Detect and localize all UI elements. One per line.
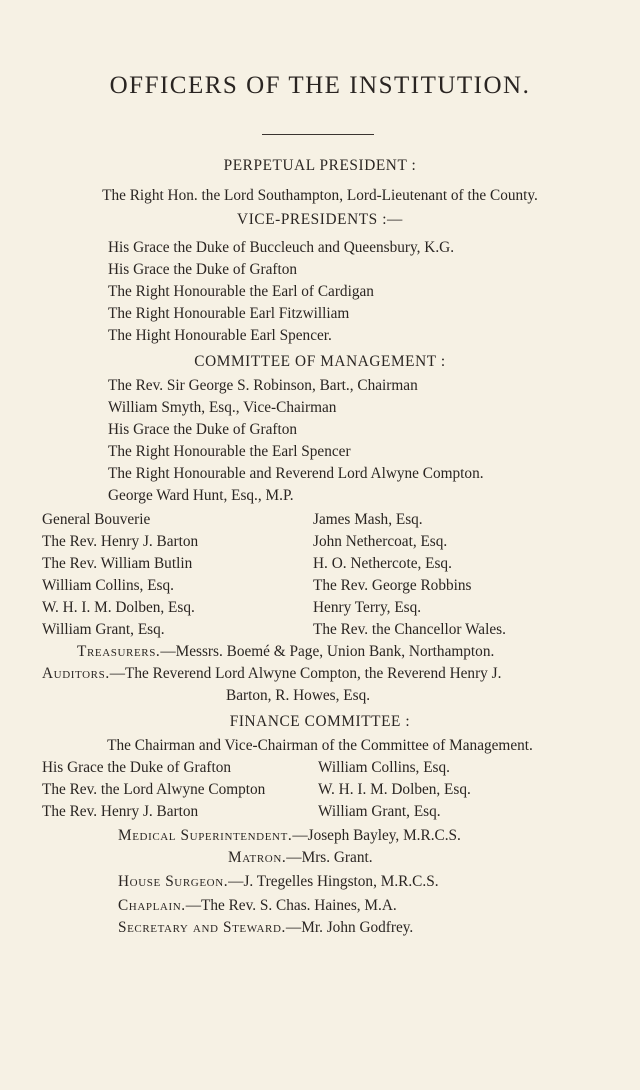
committee-member: His Grace the Duke of Grafton (108, 421, 298, 438)
medical-superintendent-text: —Joseph Bayley, M.R.C.S. (292, 827, 461, 844)
house-surgeon-label: House Surgeon. (118, 873, 229, 890)
vice-presidents-heading: VICE-PRESIDENTS :— (237, 211, 403, 228)
committee-member: The Rev. Sir George S. Robinson, Bart., Chairman (108, 377, 418, 394)
committee-member: William Smyth, Esq., Vice-Chairman (108, 399, 337, 416)
committee-member: The Right Honourable and Reverend Lord Alwyne Compton. (108, 465, 484, 482)
auditors-text: —The Reverend Lord Alwyne Compton, the Reverend Henry J. (109, 665, 502, 682)
vice-president-item: The Right Honourable Earl Fitzwilliam (108, 305, 350, 322)
finance-left-item: The Rev. the Lord Alwyne Compton (42, 781, 266, 798)
committee-left-item: The Rev. Henry J. Barton (42, 533, 199, 550)
treasurers-text: —Messrs. Boemé & Page, Union Bank, Northampton. (160, 643, 495, 660)
auditors-label: Auditors. (42, 665, 110, 682)
finance-intro: The Chairman and Vice-Chairman of the Committee of Management. (107, 737, 533, 754)
treasurers-label: Treasurers. (77, 643, 161, 660)
vice-president-item: His Grace the Duke of Grafton (108, 261, 298, 278)
committee-left-item: General Bouverie (42, 511, 151, 528)
committee-right-item: The Rev. the Chancellor Wales. (313, 621, 506, 638)
medical-superintendent-line (118, 826, 461, 846)
committee-member: George Ward Hunt, Esq., M.P. (108, 487, 294, 504)
perpetual-president-heading: PERPETUAL PRESIDENT : (223, 157, 417, 174)
matron-text: —Mrs. Grant. (286, 849, 373, 866)
chaplain-text: —The Rev. S. Chas. Haines, M.A. (185, 897, 397, 914)
treasurers-line (77, 642, 494, 662)
matron-label: Matron. (228, 849, 287, 866)
committee-left-item: William Grant, Esq. (42, 621, 165, 638)
committee-left-item: W. H. I. M. Dolben, Esq. (42, 599, 195, 616)
finance-right-item: W. H. I. M. Dolben, Esq. (318, 781, 471, 798)
finance-left-item: The Rev. Henry J. Barton (42, 803, 199, 820)
committee-right-item: The Rev. George Robbins (313, 577, 472, 594)
finance-right-item: William Grant, Esq. (318, 803, 441, 820)
secretary-label: Secretary and Steward. (118, 919, 286, 936)
committee-heading: COMMITTEE OF MANAGEMENT : (194, 353, 446, 370)
committee-right-item: Henry Terry, Esq. (313, 599, 422, 616)
secretary-text: —Mr. John Godfrey. (285, 919, 414, 936)
vice-president-item: The Right Honourable the Earl of Cardigan (108, 283, 374, 300)
auditors-continuation: Barton, R. Howes, Esq. (226, 687, 371, 704)
title-divider (262, 134, 374, 135)
committee-right-item: H. O. Nethercote, Esq. (313, 555, 452, 572)
committee-left-item: The Rev. William Butlin (42, 555, 193, 572)
finance-heading: FINANCE COMMITTEE : (229, 713, 411, 730)
house-surgeon-line (118, 872, 439, 892)
finance-left-item: His Grace the Duke of Grafton (42, 759, 232, 776)
committee-right-item: John Nethercoat, Esq. (313, 533, 448, 550)
committee-member: The Right Honourable the Earl Spencer (108, 443, 351, 460)
committee-left-item: William Collins, Esq. (42, 577, 174, 594)
house-surgeon-text: —J. Tregelles Hingston, M.R.C.S. (228, 873, 439, 890)
chaplain-label: Chaplain. (118, 897, 186, 914)
matron-line (228, 848, 373, 868)
vice-president-item: His Grace the Duke of Buccleuch and Queensbury, K.G. (108, 239, 455, 256)
finance-right-item: William Collins, Esq. (318, 759, 450, 776)
auditors-line (42, 664, 501, 684)
page-title: OFFICERS OF THE INSTITUTION. (109, 72, 531, 99)
vice-president-item: The Hight Honourable Earl Spencer. (108, 327, 332, 344)
medical-superintendent-label: Medical Superintendent. (118, 827, 293, 844)
secretary-line (118, 918, 413, 938)
chaplain-line (118, 896, 397, 916)
committee-right-item: James Mash, Esq. (313, 511, 423, 528)
perpetual-president-name: The Right Hon. the Lord Southampton, Lord-Lieutenant of the County. (102, 187, 538, 204)
